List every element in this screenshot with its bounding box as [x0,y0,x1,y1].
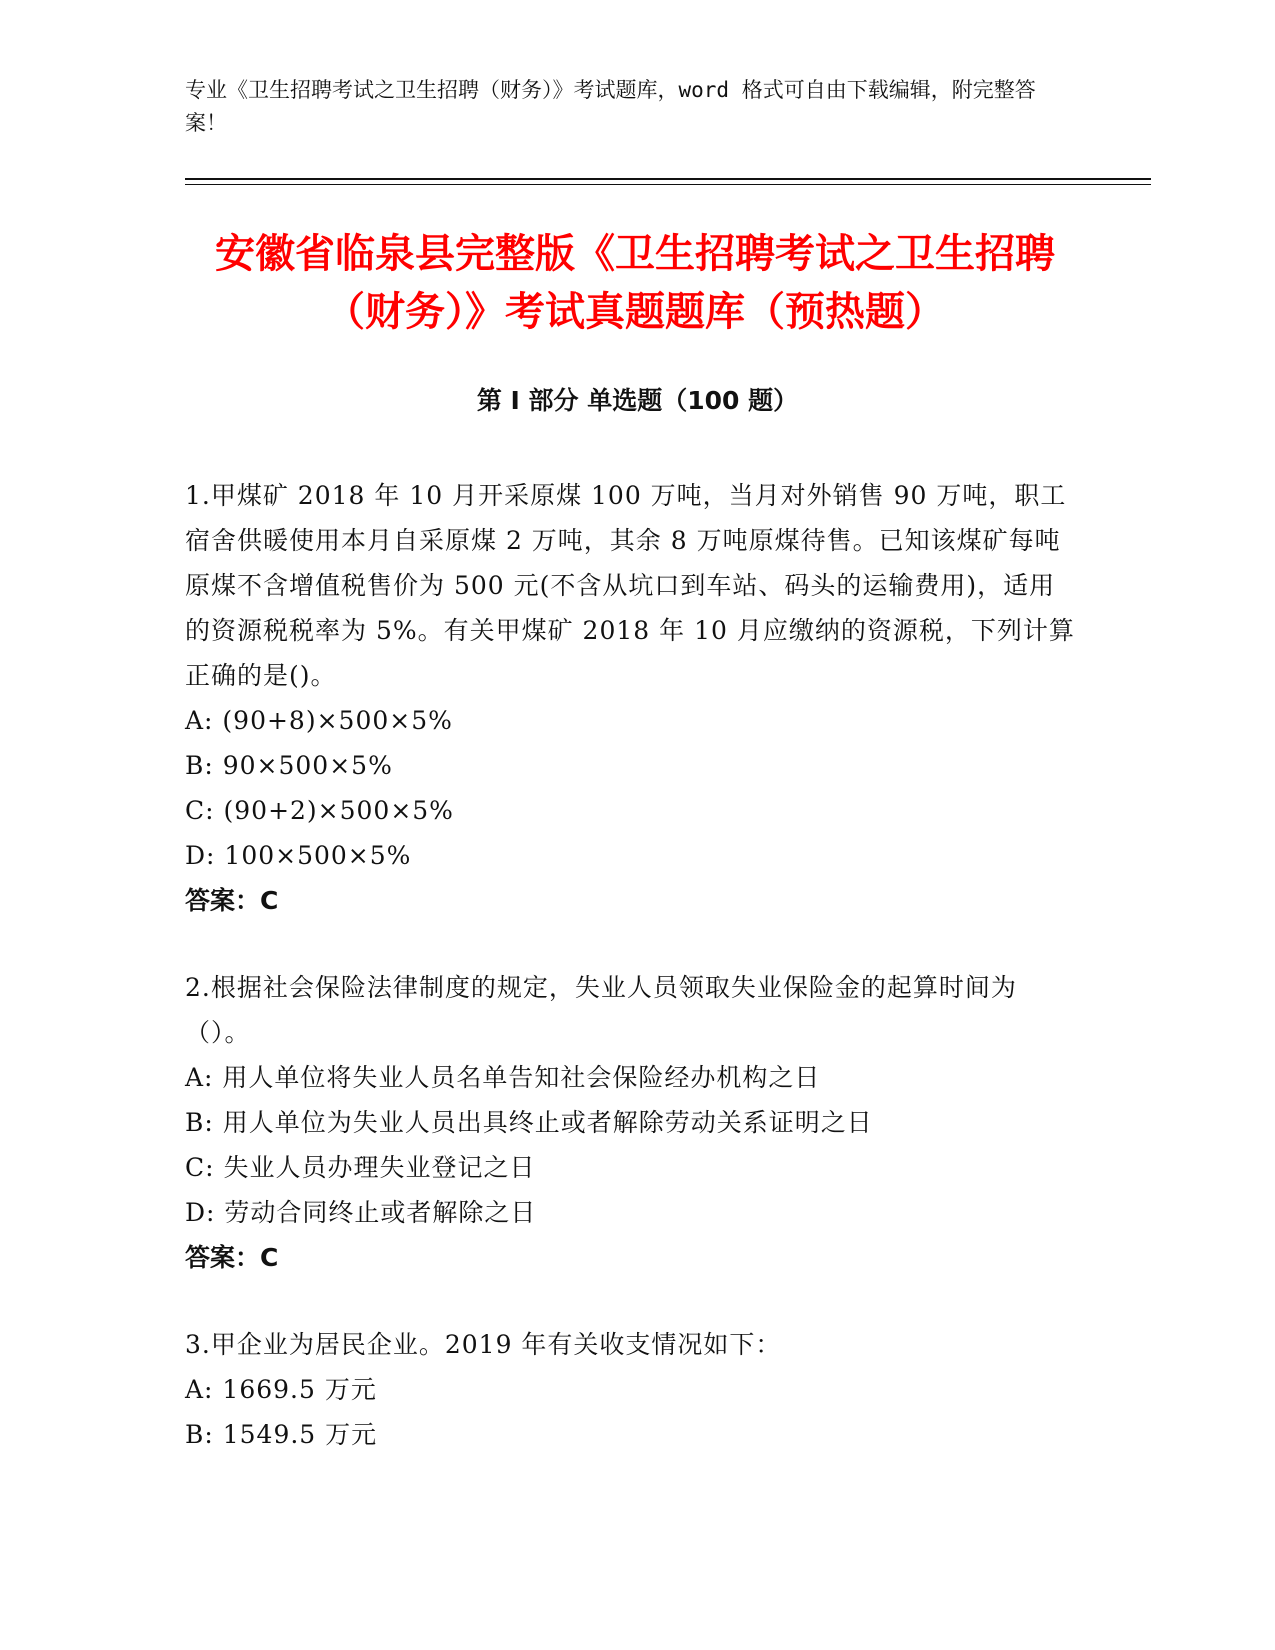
option-a: A: 用人单位将失业人员名单告知社会保险经办机构之日 [185,1063,821,1092]
header-note: 专业《卫生招聘考试之卫生招聘（财务）》考试题库，word 格式可自由下载编辑，附完整答案！ [185,78,1036,135]
answer-line: 答案：C [185,886,279,915]
header-divider-thick [185,178,1151,180]
question-1 [185,473,1075,923]
document-title: 安徽省临泉县完整版《卫生招聘考试之卫生招聘（财务）》考试真题题库（预热题） [215,231,1055,335]
option-a: A: 1669.5 万元 [185,1375,377,1404]
option-d: D: 劳动合同终止或者解除之日 [185,1198,537,1227]
option-c: C: 失业人员办理失业登记之日 [185,1153,536,1182]
question-list [185,473,1075,1499]
question-2 [185,965,1075,1280]
question-3 [185,1322,1075,1457]
option-b: B: 用人单位为失业人员出具终止或者解除劳动关系证明之日 [185,1108,873,1137]
option-b: B: 90×500×5% [185,751,393,780]
question-stem: 3.甲企业为居民企业。2019 年有关收支情况如下： [185,1330,782,1359]
answer-line: 答案：C [185,1243,279,1272]
section-title: 第 I 部分 单选题（100 题） [476,386,799,415]
header-divider-thin [185,184,1151,185]
option-a: A: (90+8)×500×5% [185,706,453,735]
question-stem: 2.根据社会保险法律制度的规定，失业人员领取失业保险金的起算时间为（）。 [185,973,1017,1047]
question-stem: 1.甲煤矿 2018 年 10 月开采原煤 100 万吨，当月对外销售 90 万吨，职工宿舍供暖使用本月自采原煤 2 万吨，其余 8 万吨原煤待售。已知该煤矿每吨原煤不含增值税售价为 500 元(不含从坑口到车站、码头的运输费用)，适用的资源税税率为 5%。有关甲煤矿 2018 年 10 月应缴纳的资源税，下列计算正确的是()。 [185,481,1075,690]
option-b: B: 1549.5 万元 [185,1420,378,1449]
option-d: D: 100×500×5% [185,841,412,870]
option-c: C: (90+2)×500×5% [185,796,454,825]
